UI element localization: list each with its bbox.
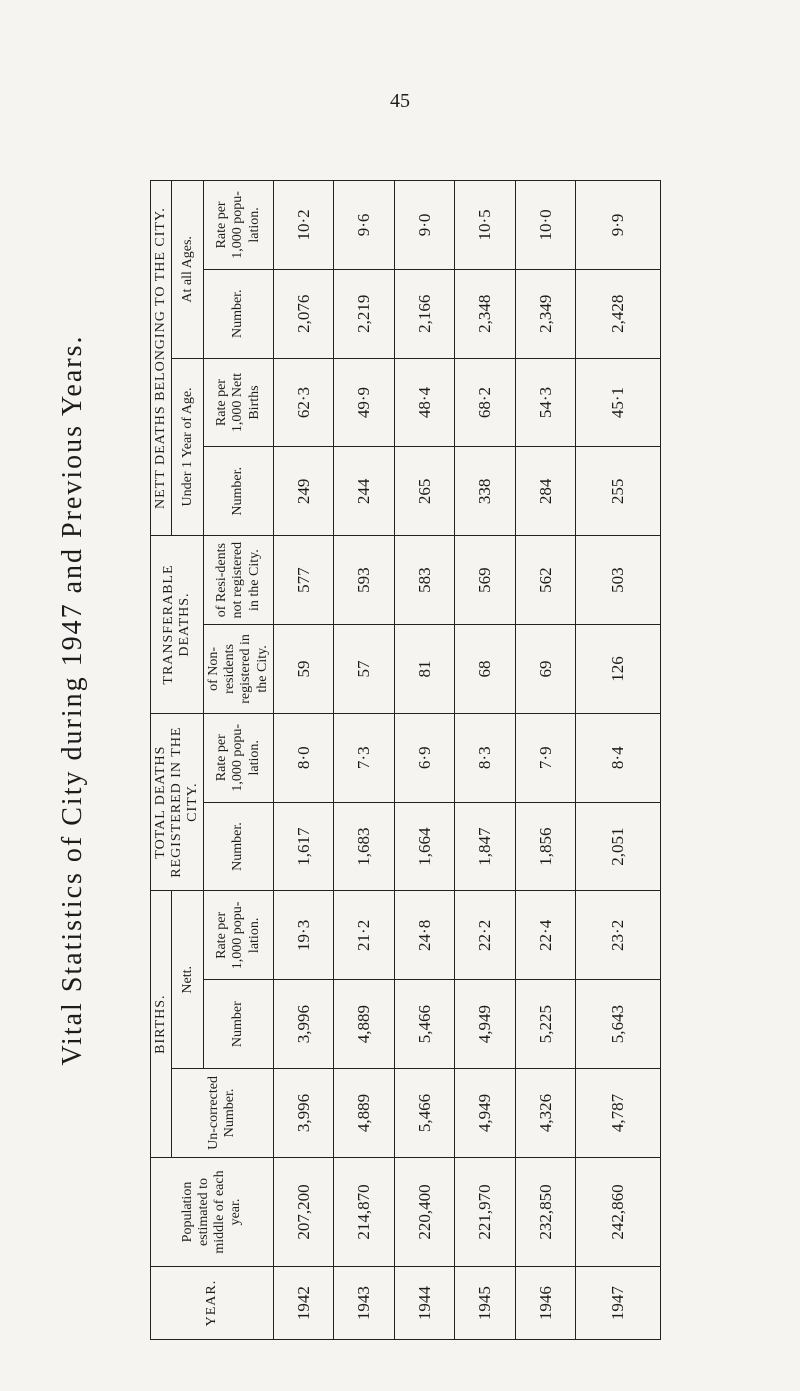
cell-under-1-number: 338 <box>455 447 515 536</box>
cell-population: 242,860 <box>576 1157 661 1266</box>
cell-under-1-rate: 68·2 <box>455 358 515 447</box>
cell-all-ages-rate: 10·2 <box>273 181 333 270</box>
cell-births-uncorrected: 3,996 <box>273 1069 333 1158</box>
cell-residents-not: 577 <box>273 536 333 625</box>
table-row <box>394 181 454 1340</box>
cell-under-1-rate: 45·1 <box>576 358 661 447</box>
page-title: Vital Statistics of City during 1947 and Previous Years. <box>57 334 88 1066</box>
cell-residents-not: 569 <box>455 536 515 625</box>
header-total-rate: Rate per 1,000 popu-lation. <box>204 713 273 802</box>
cell-births-uncorrected: 4,787 <box>576 1069 661 1158</box>
cell-non-residents: 68 <box>455 625 515 714</box>
cell-residents-not: 503 <box>576 536 661 625</box>
table-row <box>576 181 661 1340</box>
header-all-ages-number: Number. <box>204 269 273 358</box>
cell-under-1-number: 284 <box>515 447 576 536</box>
cell-non-residents: 57 <box>334 625 394 714</box>
cell-residents-not: 593 <box>334 536 394 625</box>
header-transferable-deaths: TRANSFERABLE DEATHS. <box>151 536 204 714</box>
cell-births-nett-rate: 22·4 <box>515 891 576 980</box>
header-births-nett: Nett. <box>172 891 204 1069</box>
cell-total-deaths-rate: 7·3 <box>334 713 394 802</box>
cell-all-ages-rate: 10·5 <box>455 181 515 270</box>
cell-non-residents: 69 <box>515 625 576 714</box>
cell-non-residents: 59 <box>273 625 333 714</box>
cell-total-deaths-rate: 8·0 <box>273 713 333 802</box>
header-non-residents: of Non-residents registered in the City. <box>204 625 273 714</box>
header-total-deaths: TOTAL DEATHS REGISTERED IN THE CITY. <box>151 713 204 891</box>
cell-residents-not: 583 <box>394 536 454 625</box>
table-container <box>150 180 650 1340</box>
cell-total-deaths-number: 1,617 <box>273 802 333 891</box>
cell-births-nett-rate: 24·8 <box>394 891 454 980</box>
cell-non-residents: 126 <box>576 625 661 714</box>
table-row <box>515 181 576 1340</box>
cell-under-1-rate: 49·9 <box>334 358 394 447</box>
cell-total-deaths-rate: 8·4 <box>576 713 661 802</box>
cell-year: 1942 <box>273 1267 333 1340</box>
header-under-1-rate: Rate per 1,000 Nett Births <box>204 358 273 447</box>
cell-all-ages-number: 2,219 <box>334 269 394 358</box>
cell-all-ages-number: 2,166 <box>394 269 454 358</box>
cell-births-nett-number: 4,949 <box>455 980 515 1069</box>
cell-all-ages-number: 2,349 <box>515 269 576 358</box>
header-all-ages: At all Ages. <box>172 181 204 359</box>
cell-births-nett-number: 3,996 <box>273 980 333 1069</box>
header-births-uncorrected: Un-corrected Number. <box>172 1069 274 1158</box>
cell-all-ages-number: 2,076 <box>273 269 333 358</box>
cell-births-uncorrected: 5,466 <box>394 1069 454 1158</box>
cell-year: 1944 <box>394 1267 454 1340</box>
cell-under-1-number: 249 <box>273 447 333 536</box>
cell-under-1-number: 265 <box>394 447 454 536</box>
cell-births-uncorrected: 4,326 <box>515 1069 576 1158</box>
cell-total-deaths-number: 1,847 <box>455 802 515 891</box>
cell-all-ages-rate: 10·0 <box>515 181 576 270</box>
cell-total-deaths-rate: 7·9 <box>515 713 576 802</box>
cell-under-1-rate: 48·4 <box>394 358 454 447</box>
cell-births-uncorrected: 4,889 <box>334 1069 394 1158</box>
table-row <box>273 181 333 1340</box>
table-row <box>455 181 515 1340</box>
cell-year: 1943 <box>334 1267 394 1340</box>
cell-under-1-number: 244 <box>334 447 394 536</box>
cell-residents-not: 562 <box>515 536 576 625</box>
cell-population: 221,970 <box>455 1157 515 1266</box>
cell-population: 220,400 <box>394 1157 454 1266</box>
cell-births-nett-number: 5,225 <box>515 980 576 1069</box>
cell-all-ages-number: 2,428 <box>576 269 661 358</box>
cell-population: 232,850 <box>515 1157 576 1266</box>
cell-under-1-number: 255 <box>576 447 661 536</box>
cell-total-deaths-rate: 6·9 <box>394 713 454 802</box>
table-row <box>334 181 394 1340</box>
cell-total-deaths-rate: 8·3 <box>455 713 515 802</box>
cell-total-deaths-number: 1,664 <box>394 802 454 891</box>
cell-non-residents: 81 <box>394 625 454 714</box>
header-births: BIRTHS. <box>151 891 172 1157</box>
cell-births-nett-number: 4,889 <box>334 980 394 1069</box>
header-population: Population estimated to middle of each year. <box>151 1157 274 1266</box>
cell-total-deaths-number: 1,683 <box>334 802 394 891</box>
header-year: YEAR. <box>151 1267 274 1340</box>
header-all-ages-rate: Rate per 1,000 popu-lation. <box>204 181 273 270</box>
cell-under-1-rate: 54·3 <box>515 358 576 447</box>
cell-total-deaths-number: 2,051 <box>576 802 661 891</box>
cell-population: 214,870 <box>334 1157 394 1266</box>
cell-births-nett-rate: 22·2 <box>455 891 515 980</box>
cell-births-nett-rate: 21·2 <box>334 891 394 980</box>
cell-all-ages-rate: 9·9 <box>576 181 661 270</box>
cell-births-nett-rate: 23·2 <box>576 891 661 980</box>
header-total-number: Number. <box>204 802 273 891</box>
cell-year: 1947 <box>576 1267 661 1340</box>
header-under-1-year: Under 1 Year of Age. <box>172 358 204 536</box>
vital-statistics-table <box>150 180 661 1340</box>
header-residents-not: of Resi-dents not registered in the City. <box>204 536 273 625</box>
cell-all-ages-number: 2,348 <box>455 269 515 358</box>
cell-under-1-rate: 62·3 <box>273 358 333 447</box>
cell-year: 1945 <box>455 1267 515 1340</box>
cell-all-ages-rate: 9·0 <box>394 181 454 270</box>
header-births-rate: Rate per 1,000 popu-lation. <box>204 891 273 980</box>
cell-population: 207,200 <box>273 1157 333 1266</box>
page-number: 45 <box>390 90 410 112</box>
cell-births-nett-number: 5,466 <box>394 980 454 1069</box>
header-under-1-number: Number. <box>204 447 273 536</box>
cell-year: 1946 <box>515 1267 576 1340</box>
header-births-number: Number <box>204 980 273 1069</box>
cell-total-deaths-number: 1,856 <box>515 802 576 891</box>
cell-births-uncorrected: 4,949 <box>455 1069 515 1158</box>
header-nett-deaths: NETT DEATHS BELONGING TO THE CITY. <box>151 181 172 536</box>
cell-births-nett-rate: 19·3 <box>273 891 333 980</box>
cell-births-nett-number: 5,643 <box>576 980 661 1069</box>
cell-all-ages-rate: 9·6 <box>334 181 394 270</box>
